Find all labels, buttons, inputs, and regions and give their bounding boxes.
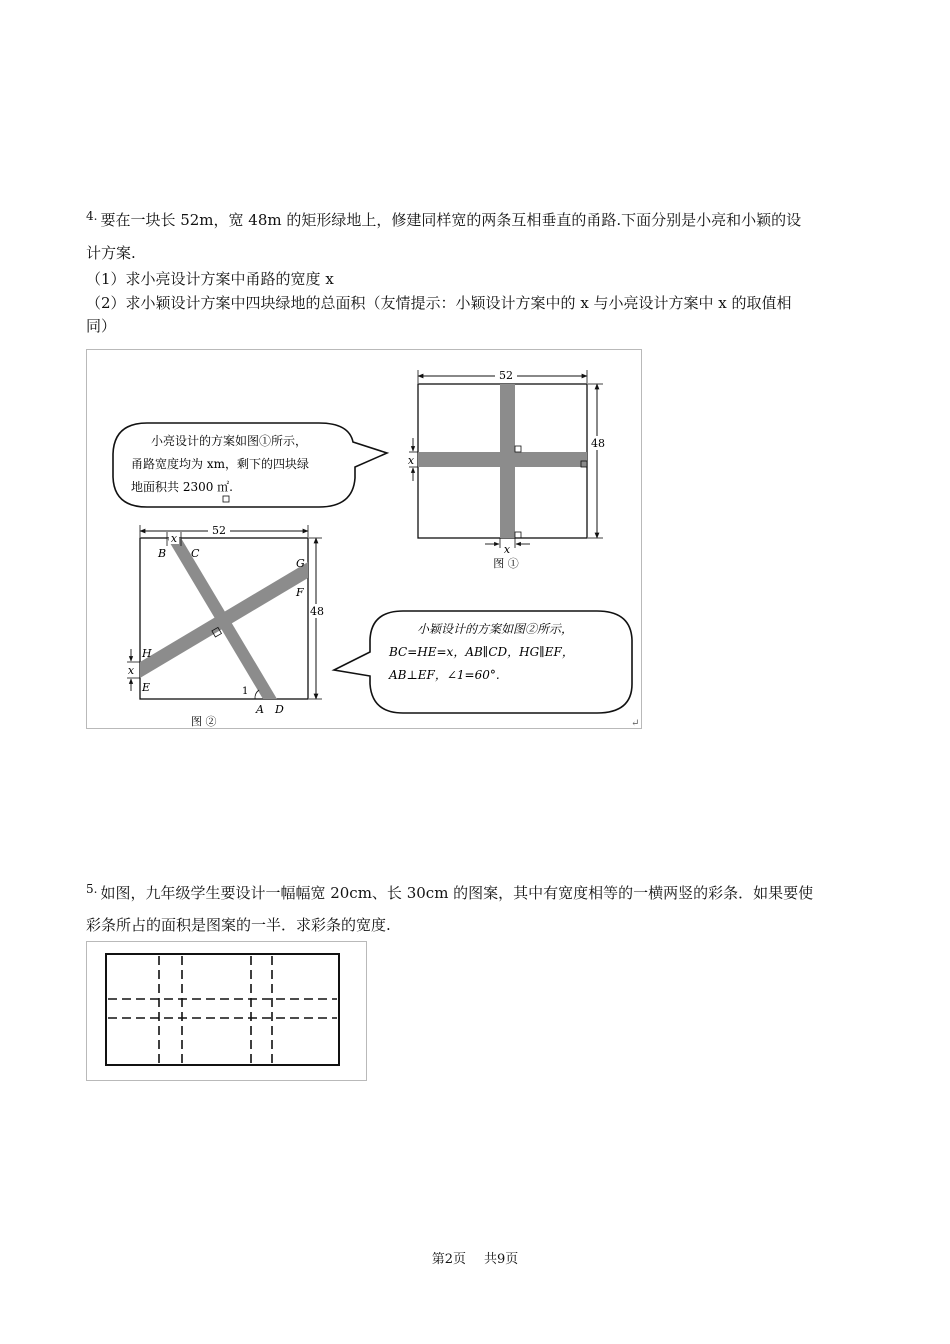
- page-total: 共9页: [484, 1252, 519, 1267]
- fig2-point-C: C: [191, 547, 200, 560]
- fig2-x-left-label: x: [127, 664, 135, 677]
- bubble1-line1: 小亮设计的方案如图①所示，: [151, 434, 308, 448]
- q4-stem-line2: 计方案.: [86, 244, 136, 262]
- fig2-point-G: G: [296, 557, 305, 570]
- bubble1-line3: 地面积共 2300 ㎡.: [131, 480, 233, 494]
- q4-figure: [86, 349, 642, 729]
- fig2-point-E: E: [142, 681, 151, 694]
- q5-stem-line2: 彩条所占的面积是图案的一半．求彩条的宽度.: [86, 916, 391, 934]
- fig1-caption: 图 ①: [493, 557, 519, 570]
- return-mark-icon: ↵: [631, 718, 640, 728]
- fig2-point-H: H: [142, 647, 152, 660]
- fig2-x-top-label: x: [170, 532, 178, 545]
- q5-number: 5.: [86, 882, 98, 896]
- fig1-x-left-label: x: [407, 454, 415, 467]
- bubble2-line1: 小颖设计的方案如图②所示，: [417, 622, 574, 636]
- fig2-height-label: 48: [310, 605, 324, 618]
- q4-part1: （1）求小亮设计方案中甬路的宽度 x: [86, 270, 334, 288]
- q5-pattern-rect: [106, 954, 339, 1065]
- fig1-width-label: 52: [499, 369, 513, 382]
- page-footer: [0, 1248, 950, 1267]
- fig2-point-D: D: [275, 703, 284, 716]
- q5-figure: [86, 941, 367, 1081]
- q5-line1: [86, 879, 876, 903]
- bubble2-line3: AB⊥EF，∠1=60°.: [389, 668, 500, 682]
- q4-part2-line2: 同）: [86, 317, 117, 335]
- page-number: 第2页: [431, 1252, 466, 1267]
- fig2-width-label: 52: [212, 524, 226, 537]
- bubble2-line2: BC=HE=x，AB∥CD，HG∥EF，: [389, 645, 574, 659]
- q4-number: 4.: [86, 209, 98, 223]
- fig2-point-A: A: [256, 703, 264, 716]
- q5-figure-svg: [87, 942, 366, 1080]
- fig2-point-F: F: [296, 586, 304, 599]
- fig1-x-bottom-label: x: [503, 543, 511, 556]
- fig2-diagram: [127, 523, 325, 728]
- fig2-caption: 图 ②: [191, 715, 217, 728]
- q4-part2-line1: （2）求小颖设计方案中四块绿地的总面积（友情提示：小颖设计方案中的 x 与小亮设计方案中 x 的取值相: [86, 294, 792, 312]
- fig2-angle-label: 1: [242, 686, 249, 697]
- q4-line1: [86, 206, 876, 230]
- fig1-height-label: 48: [591, 437, 605, 450]
- q4-figure-svg: [87, 350, 641, 728]
- q4-stem-line1: 要在一块长 52m，宽 48m 的矩形绿地上，修建同样宽的两条互相垂直的甬路.下面分别是小亮和小颖的设: [100, 211, 802, 229]
- fig2-point-B: B: [158, 547, 167, 560]
- q5-stem-line1: 如图，九年级学生要设计一幅幅宽 20cm、长 30cm 的图案，其中有宽度相等的一横两竖的彩条．如果要使: [100, 884, 814, 902]
- fig1-diagram: [408, 368, 606, 570]
- bubble1-line2: 甬路宽度均为 xm，剩下的四块绿: [131, 457, 309, 471]
- fig1-vertical-road: [500, 384, 515, 538]
